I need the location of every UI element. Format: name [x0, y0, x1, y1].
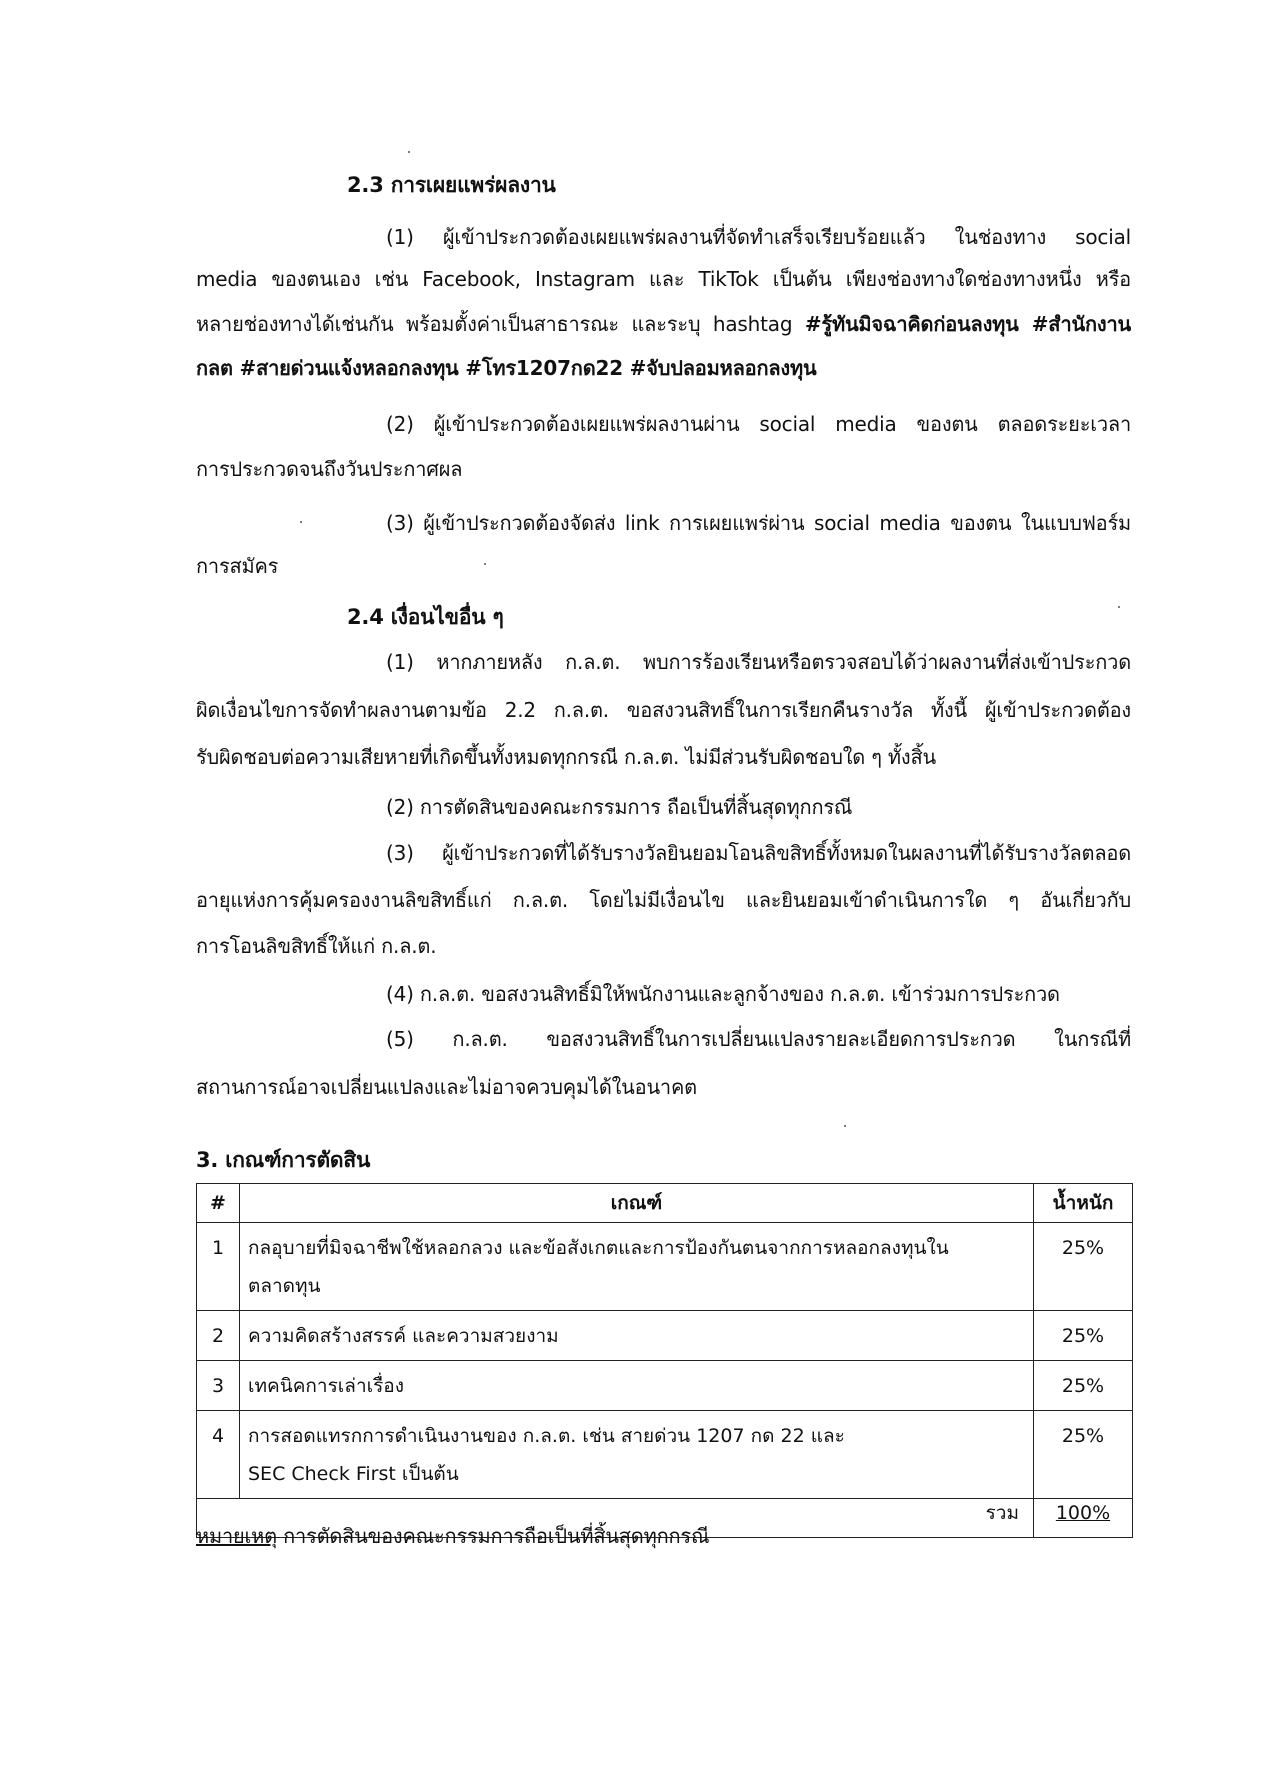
s23-p3-line1: (3) ผู้เข้าประกวดต้องจัดส่ง link การเผยแพร่ผ่าน social media ของตน ในแบบฟอร์ม	[386, 511, 1131, 535]
row-weight: 25%	[1034, 1311, 1133, 1361]
scan-speck	[844, 1125, 846, 1127]
section-2-4-heading: 2.4 เงื่อนไขอื่น ๆ	[347, 605, 504, 629]
row-number: 4	[197, 1411, 240, 1499]
table-row	[197, 1361, 1133, 1411]
s23-p1-line1: (1) ผู้เข้าประกวดต้องเผยแพร่ผลงานที่จัดทำเสร็จเรียบร้อยแล้ว ในช่องทาง social	[386, 225, 1131, 249]
row-number: 3	[197, 1361, 240, 1411]
table-header-row	[197, 1184, 1133, 1223]
s24-p5-line2: สถานการณ์อาจเปลี่ยนแปลงและไม่อาจควบคุมได้ในอนาคต	[196, 1075, 697, 1099]
note-text: การตัดสินของคณะกรรมการถือเป็นที่สิ้นสุดทุกกรณี	[276, 1524, 710, 1548]
row-criteria: การสอดแทรกการดำเนินงานของ ก.ล.ต. เช่น สายด่วน 1207 กด 22 และ SEC Check First เป็นต้น	[240, 1411, 1034, 1499]
note-label: หมายเหตุ	[196, 1524, 277, 1548]
scan-speck	[1118, 606, 1120, 608]
s24-p3-line3: การโอนลิขสิทธิ์ให้แก่ ก.ล.ต.	[196, 934, 437, 958]
row-weight: 25%	[1034, 1223, 1133, 1311]
s23-p3-line2: การสมัคร	[196, 554, 279, 578]
scan-speck	[408, 151, 410, 153]
header-weight: น้ำหนัก	[1034, 1184, 1133, 1223]
row-weight: 25%	[1034, 1361, 1133, 1411]
s24-p1-line3: รับผิดชอบต่อความเสียหายที่เกิดขึ้นทั้งหมดทุกกรณี ก.ล.ต. ไม่มีส่วนรับผิดชอบใด ๆ ทั้งสิ้น	[196, 745, 936, 769]
s24-p1-line1: (1) หากภายหลัง ก.ล.ต. พบการร้องเรียนหรือตรวจสอบได้ว่าผลงานที่ส่งเข้าประกวด	[386, 650, 1131, 674]
table-row	[197, 1411, 1133, 1499]
row-number: 1	[197, 1223, 240, 1311]
scan-speck	[484, 563, 486, 565]
s24-p5-line1: (5) ก.ล.ต. ขอสงวนสิทธิ์ในการเปลี่ยนแปลงรายละเอียดการประกวด ในกรณีที่	[386, 1027, 1131, 1051]
total-label: รวม	[197, 1499, 1034, 1538]
header-number: #	[197, 1184, 240, 1223]
table-note	[196, 1522, 709, 1550]
s24-p2: (2) การตัดสินของคณะกรรมการ ถือเป็นที่สิ้นสุดทุกกรณี	[386, 795, 853, 819]
criteria-table	[196, 1183, 1133, 1538]
s23-p1-line3	[196, 310, 1131, 338]
s23-p2-line1: (2) ผู้เข้าประกวดต้องเผยแพร่ผลงานผ่าน social media ของตน ตลอดระยะเวลา	[386, 412, 1131, 436]
section-2-3-heading: 2.3 การเผยแพร่ผลงาน	[347, 173, 556, 197]
s23-p1-line2: media ของตนเอง เช่น Facebook, Instagram และ TikTok เป็นต้น เพียงช่องทางใดช่องทางหนึ่ง หรือ	[196, 267, 1131, 291]
row-criteria: กลอุบายที่มิจฉาชีพใช้หลอกลวง และข้อสังเกตและการป้องกันตนจากการหลอกลงทุนใน ตลาดทุน	[240, 1223, 1034, 1311]
row-criteria: เทคนิคการเล่าเรื่อง	[240, 1361, 1034, 1411]
s23-p1-line4-hashtags: กลต #สายด่วนแจ้งหลอกลงทุน #โทร1207กด22 #จับปลอมหลอกลงทุน	[196, 356, 817, 380]
row-criteria: ความคิดสร้างสรรค์ และความสวยงาม	[240, 1311, 1034, 1361]
s24-p3-line2: อายุแห่งการคุ้มครองงานลิขสิทธิ์แก่ ก.ล.ต. โดยไม่มีเงื่อนไข และยินยอมเข้าดำเนินการใด ๆ อันเกี่ยวกับ	[196, 888, 1131, 912]
section-3-heading: 3. เกณฑ์การตัดสิน	[196, 1148, 371, 1172]
s24-p4: (4) ก.ล.ต. ขอสงวนสิทธิ์มิให้พนักงานและลูกจ้างของ ก.ล.ต. เข้าร่วมการประกวด	[386, 982, 1060, 1006]
s23-p1-line3-text: หลายช่องทางได้เช่นกัน พร้อมตั้งค่าเป็นสาธารณะ และระบุ hashtag	[196, 312, 805, 336]
s23-p2-line2: การประกวดจนถึงวันประกาศผล	[196, 457, 463, 481]
header-criteria: เกณฑ์	[240, 1184, 1034, 1223]
total-value: 100%	[1034, 1499, 1133, 1538]
s24-p1-line2: ผิดเงื่อนไขการจัดทำผลงานตามข้อ 2.2 ก.ล.ต. ขอสงวนสิทธิ์ในการเรียกคืนรางวัล ทั้งนี้ ผู้เข้าประกวดต้อง	[196, 698, 1131, 722]
table-row	[197, 1311, 1133, 1361]
hashtags-bold: #รู้ทันมิจฉาคิดก่อนลงทุน #สำนักงาน	[804, 312, 1131, 336]
s24-p3-line1: (3) ผู้เข้าประกวดที่ได้รับรางวัลยินยอมโอนลิขสิทธิ์ทั้งหมดในผลงานที่ได้รับรางวัลตลอด	[386, 841, 1131, 865]
table-row	[197, 1223, 1133, 1311]
row-weight: 25%	[1034, 1411, 1133, 1499]
scan-speck	[300, 521, 302, 523]
row-number: 2	[197, 1311, 240, 1361]
